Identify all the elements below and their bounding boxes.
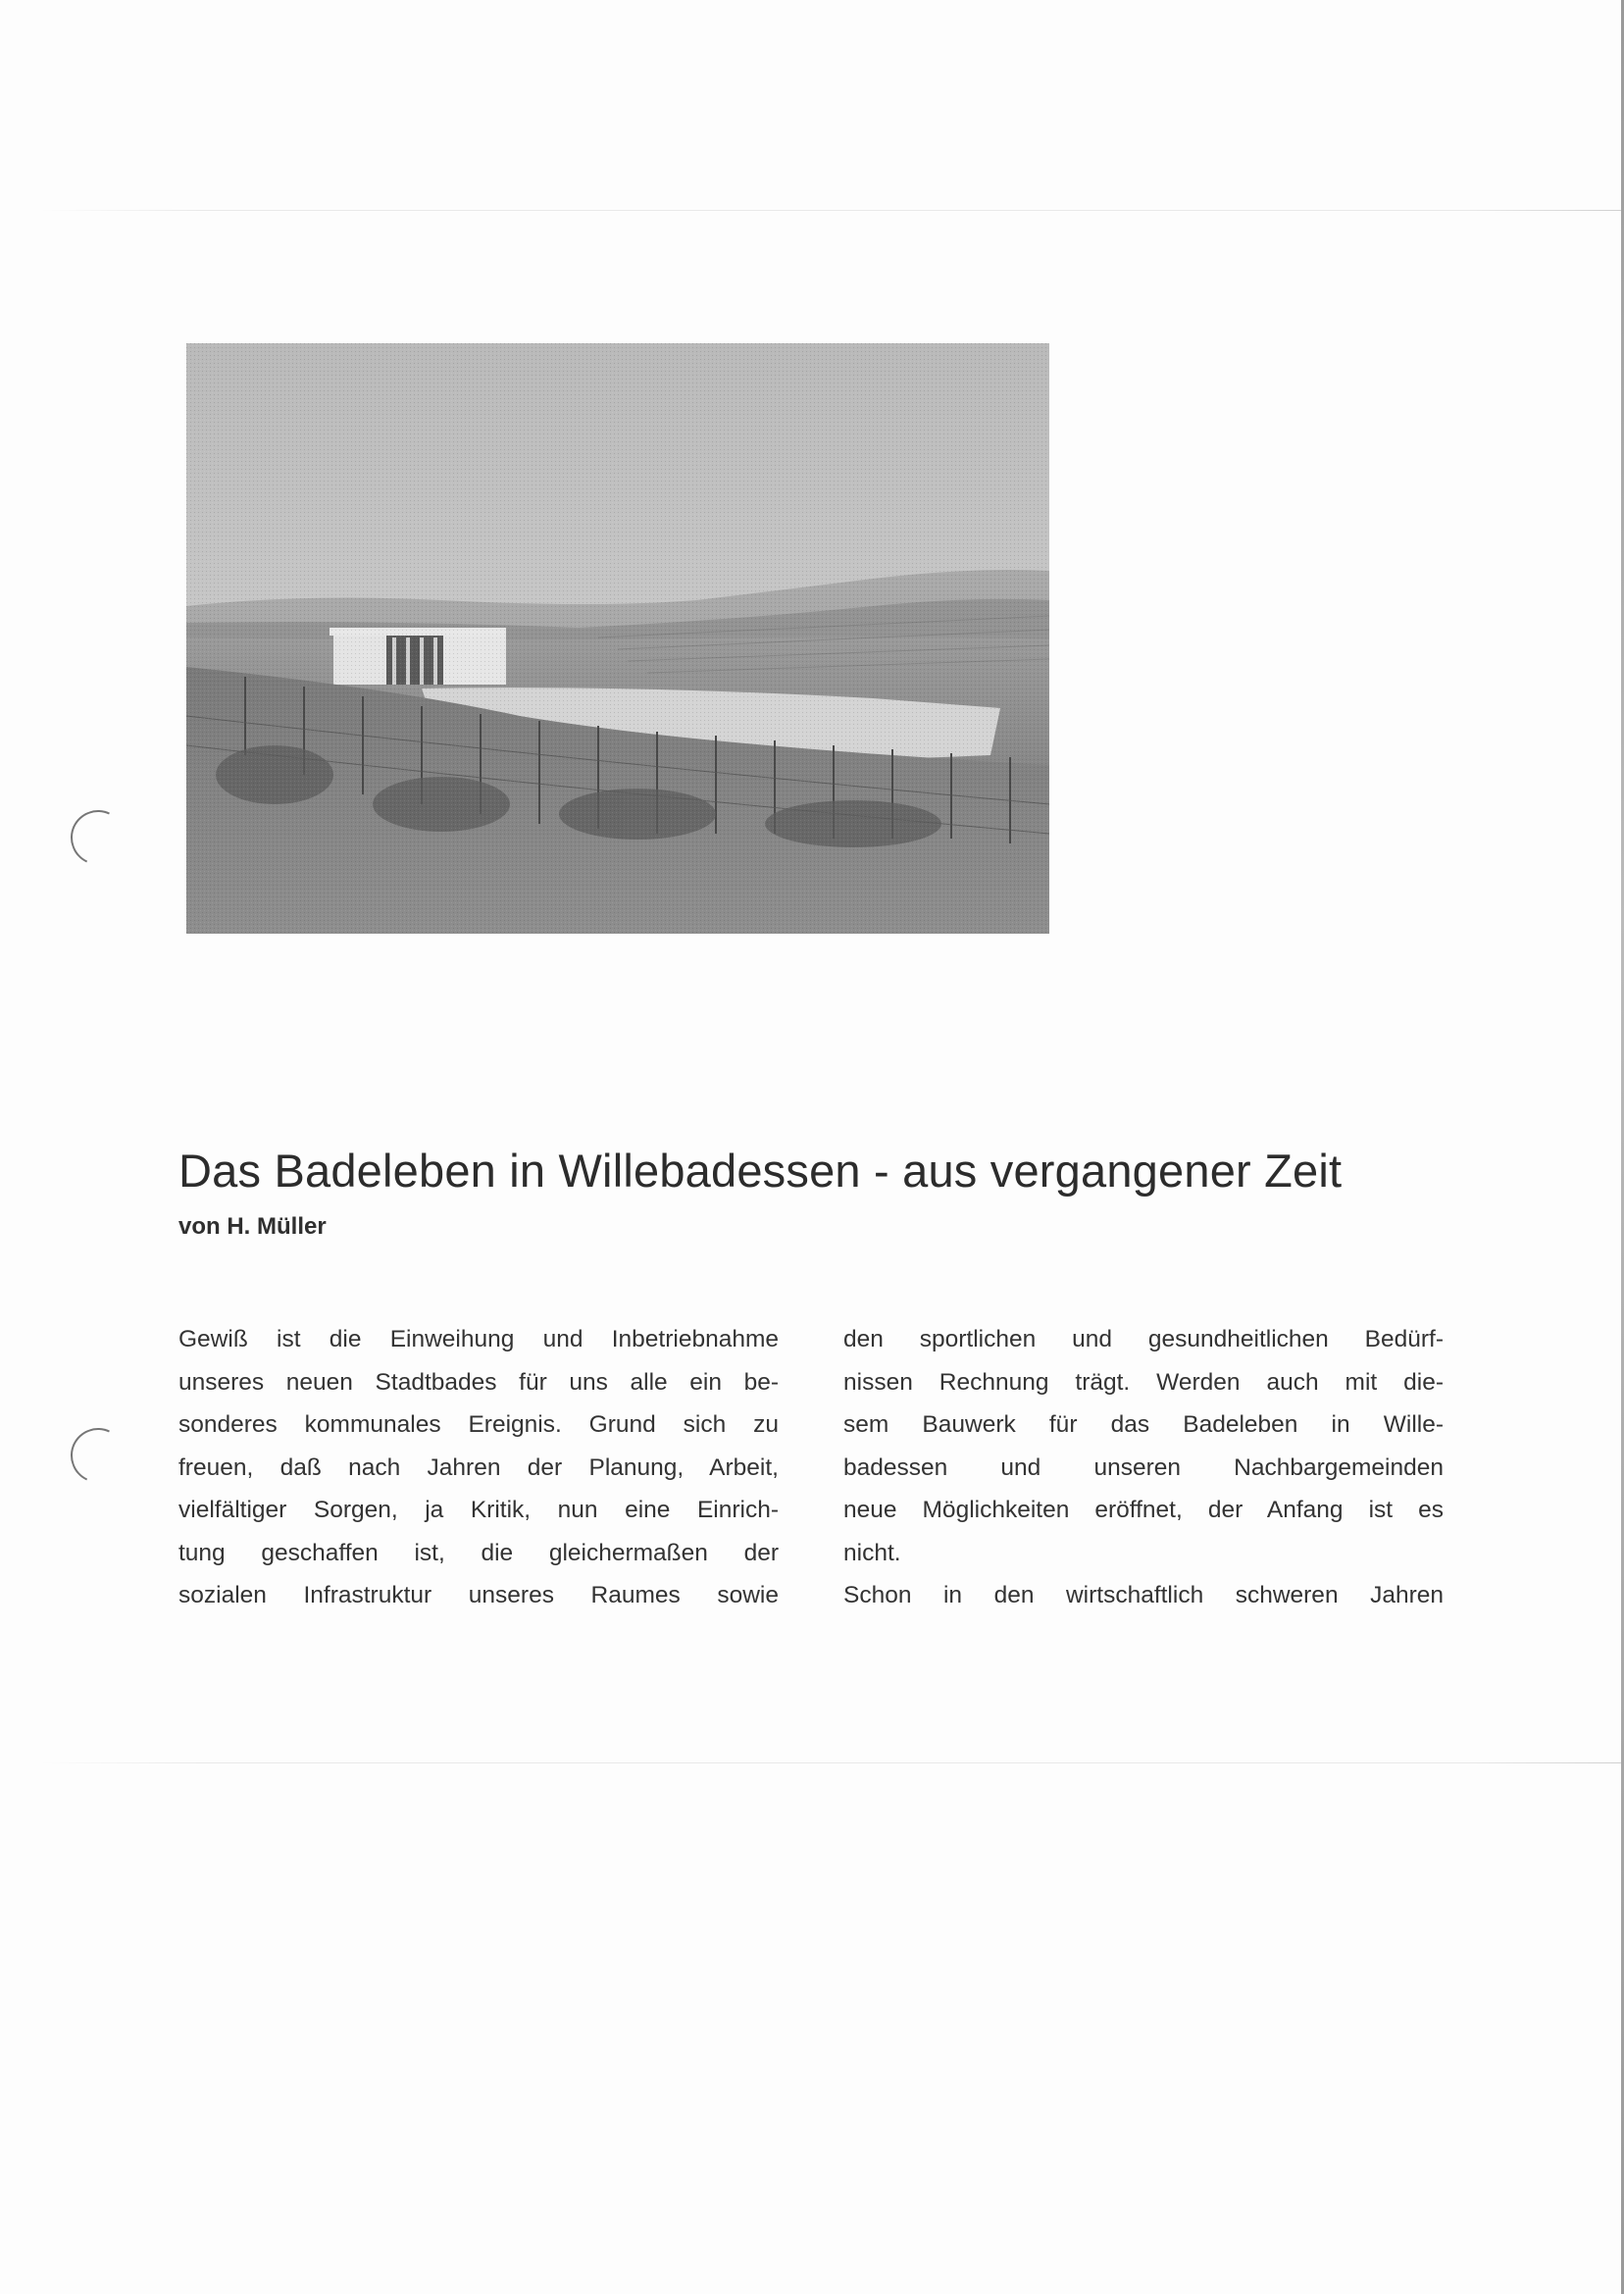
text-line: unseres neuen Stadtbades für uns alle ein be-: [178, 1368, 779, 1396]
text-line: Gewiß ist die Einweihung und Inbetriebnahme: [178, 1326, 779, 1352]
text-line: nissen Rechnung trägt. Werden auch mit die-: [843, 1368, 1444, 1396]
text-line: tung geschaffen ist, die gleichermaßen der: [178, 1539, 779, 1566]
text-line: den sportlichen und gesundheitlichen Bedürf-: [843, 1326, 1444, 1352]
punch-hole-top: [63, 802, 133, 873]
punch-hole-bottom: [63, 1420, 133, 1491]
article-photo: [186, 343, 1049, 934]
article-column-left: [178, 1318, 779, 1617]
scan-shadow-top: [39, 210, 1624, 211]
article-byline: von H. Müller: [178, 1213, 327, 1240]
text-line: badessen und unseren Nachbargemeinden: [843, 1453, 1444, 1481]
text-line: vielfältiger Sorgen, ja Kritik, nun eine Einrich-: [178, 1497, 779, 1523]
swimming-pool-photo: [186, 343, 1049, 934]
text-line: Schon in den wirtschaftlich schweren Jahren: [843, 1582, 1444, 1608]
text-line: sem Bauwerk für das Badeleben in Wille-: [843, 1411, 1444, 1438]
text-line: neue Möglichkeiten eröffnet, der Anfang ist es: [843, 1497, 1444, 1523]
article-column-right: [843, 1318, 1444, 1617]
text-line: freuen, daß nach Jahren der Planung, Arbeit,: [178, 1453, 779, 1481]
text-line: nicht.: [843, 1539, 901, 1566]
scan-shadow-bottom: [39, 1762, 1624, 1763]
article-title: Das Badeleben in Willebadessen - aus vergangener Zeit: [178, 1145, 1343, 1197]
text-line: sonderes kommunales Ereignis. Grund sich zu: [178, 1411, 779, 1438]
text-line: sozialen Infrastruktur unseres Raumes sowie: [178, 1582, 779, 1608]
